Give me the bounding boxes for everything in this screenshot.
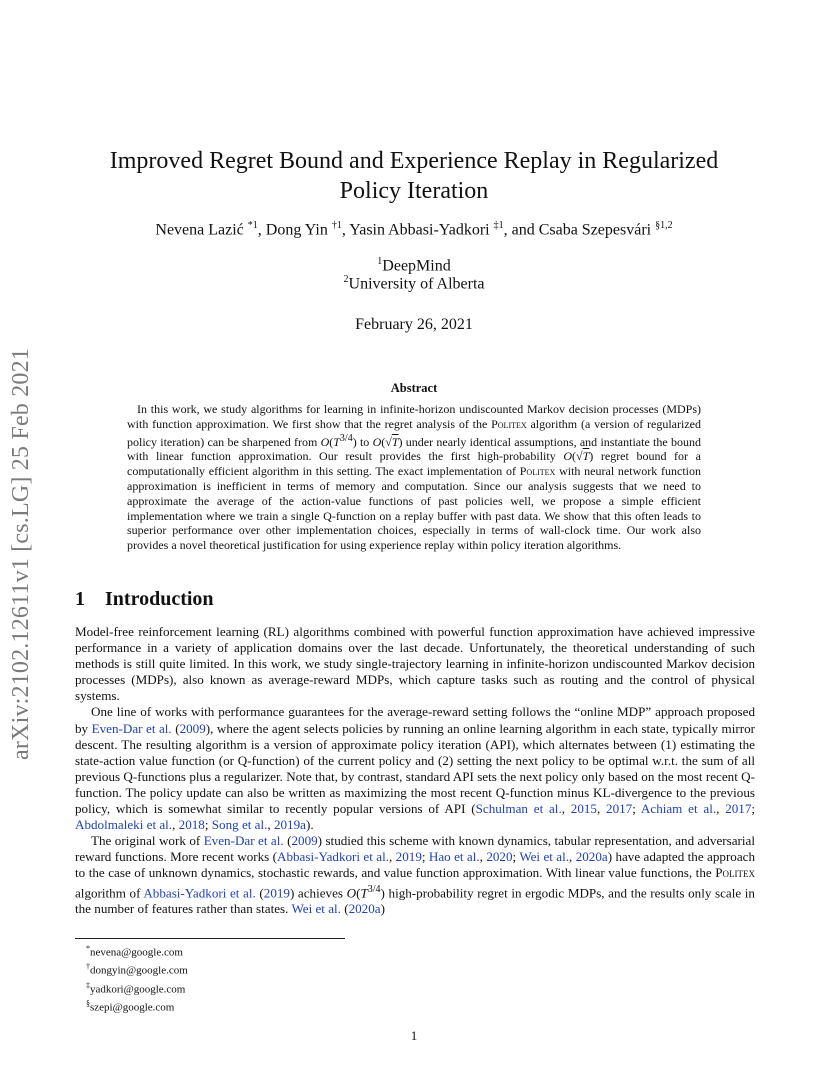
body-text: [75, 624, 755, 917]
citation-link[interactable]: 2018: [178, 817, 205, 833]
footnote-4: §szepi@google.com: [86, 998, 175, 1014]
citation-link[interactable]: 2019: [263, 884, 290, 900]
section-title: Introduction: [105, 588, 214, 610]
section-heading: [75, 588, 214, 611]
citation-link[interactable]: Abbasi-Yadkori et al.: [143, 884, 256, 900]
affiliation-alberta: $^2$University of Alberta: [343, 274, 485, 293]
affiliation-deepmind: $^1$DeepMind: [377, 256, 451, 275]
citation-link[interactable]: 2019: [395, 849, 422, 865]
citation-link[interactable]: Achiam et al.: [640, 801, 717, 817]
citation-link[interactable]: Schulman et al.: [475, 801, 562, 817]
citation-link[interactable]: 2009: [291, 833, 318, 849]
citation-link[interactable]: 2020a: [575, 849, 608, 865]
publication-date: February 26, 2021: [355, 316, 473, 333]
citation-link[interactable]: 2020a: [348, 900, 381, 916]
citation-link[interactable]: Even-Dar et al.: [203, 833, 284, 849]
citation-link[interactable]: Song et al.: [211, 817, 268, 833]
footnote-2: †dongyin@google.com: [86, 962, 188, 977]
citation-link[interactable]: Wei et al.: [291, 900, 341, 916]
footnote-rule: [75, 938, 345, 939]
abstract-heading: Abstract: [390, 381, 438, 395]
page-number: 1: [410, 1028, 418, 1043]
citation-link[interactable]: 2017: [725, 801, 752, 817]
footnotes: [86, 942, 188, 1015]
citation-link[interactable]: 2017: [606, 801, 633, 817]
citation-link[interactable]: 2015: [570, 801, 597, 817]
abstract-text: In this work, we study algorithms for learning in infinite-horizon undiscounted Markov decision processes (MDPs) with function approximation. We first show that the regret analysis of the Politex algorithm (a version of regularized policy iteration) can be sharpened from $O(T^{3/4})$ to O(√T) under nearly identical assumptions, and instantiate the bound with linear function approximation. Our result provides the first high-probability O(√T) regret bound for a computationally efficient algorithm in this setting. The exact implementation of Politex with neural network function approximation is inefficient in terms of memory and computation. Since our analysis suggests that we need to approximate the average of the action-value functions of past policies well, we propose a simple efficient implementation where we train a single Q-function on a replay buffer with past data. We show that this often leads to superior performance over other implementation choices, especially in terms of wall-clock time. Our work also provides a novel theoretical justification for using experience replay within policy iteration algorithms.: [127, 402, 701, 553]
author-list: Nevena Lazić $^{*1}$, Dong Yin $^{\dagger 1}$, Yasin Abbasi-Yadkori $^{\ddagger 1}$, and Csaba Szepesvári $^{\S 1,2}$: [155, 220, 673, 239]
footnote-1: *nevena@google.com: [86, 944, 183, 959]
arxiv-stamp: arXiv:2102.12611v1 [cs.LG] 25 Feb 2021: [8, 348, 34, 760]
section-number: 1: [75, 588, 85, 610]
citation-link[interactable]: Abbasi-Yadkori et al.: [277, 849, 389, 865]
citation-link[interactable]: Abdolmaleki et al.: [75, 817, 173, 833]
citation-link[interactable]: Even-Dar et al.: [91, 720, 172, 736]
paragraph-3: The original work of Even-Dar et al. (2009) studied this scheme with known dynamics, tabular representation, and adversarial reward functions. More recent works (Abbasi-Yadkori et al., 2019; Hao et al., 2020; Wei et al., 2020a) have adapted the approach to the case of unknown dynamics, stochastic rewards, and value function approximation. With linear value functions, the Politex algorithm of Abbasi-Yadkori et al. (2019) achieves $O(T^{3/4})$ high-probability regret in ergodic MDPs, and the results only scale in the number of features rather than states. Wei et al. (2020a): [75, 833, 756, 916]
footnote-3: ‡yadkori@google.com: [86, 980, 186, 996]
citation-link[interactable]: 2020: [486, 849, 513, 865]
citation-link[interactable]: Wei et al.: [519, 849, 570, 865]
citation-link[interactable]: Hao et al.: [428, 849, 480, 865]
paragraph-2: One line of works with performance guarantees for the average-reward setting follows the “online MDP” approach proposed by Even-Dar et al. (2009), where the agent selects policies by running an online learning algorithm in each state, typically mirror descent. The resulting algorithm is a version of approximate policy iteration (API), which alternates between (1) estimating the state-action value function (or Q-function) of the current policy and (2) setting the next policy to be optimal w.r.t. the sum of all previous Q-functions plus a regularizer. Note that, by contrast, standard API sets the next policy only based on the most recent Q-function. The policy update can also be written as maximizing the most recent Q-function minus KL-divergence to the previous policy, which is somewhat similar to recently popular versions of API (Schulman et al., 2015, 2017; Achiam et al., 2017; Abdolmaleki et al., 2018; Song et al., 2019a).: [75, 704, 756, 833]
paper-title: Improved Regret Bound and Experience Replay in Regularized Policy Iteration: [109, 148, 719, 204]
citation-link[interactable]: 2009: [179, 720, 206, 736]
citation-link[interactable]: 2019a: [273, 817, 306, 833]
paragraph-1: Model-free reinforcement learning (RL) algorithms combined with powerful function approximation have achieved impressive performance in a variety of application domains over the last decade. Unfortunately, the theoretical understanding of such methods is still quite limited. In this work, we study single-trajectory learning in infinite-horizon undiscounted Markov decision processes (MDPs), also known as average-reward MDPs, which capture tasks such as routing and the control of physical systems.: [75, 624, 755, 704]
